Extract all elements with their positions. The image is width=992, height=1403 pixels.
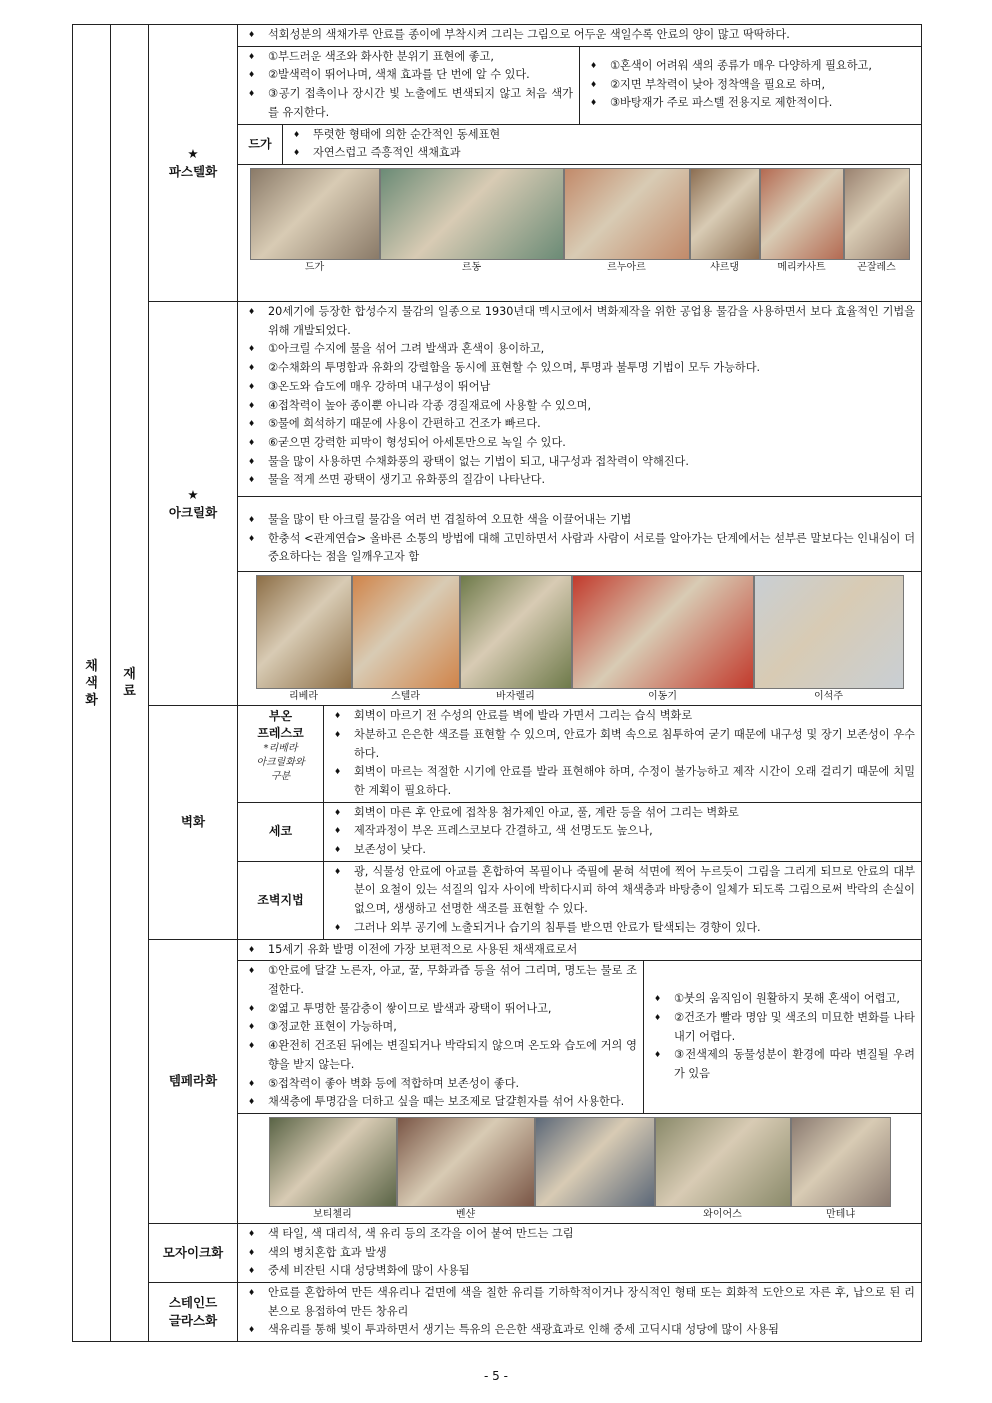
list-item: ♦ ⑥굳으면 강력한 피막이 형성되어 아세톤만으로 녹일 수 있다. [246,434,915,453]
list-item: ♦ ②지면 부착력이 낮아 정착액을 필요로 하며, [588,76,872,95]
pastel-pros-list [238,47,579,124]
painting-thumbnail [256,575,352,703]
list-item: ♦ ①부드러운 색조와 화사한 분위기 표현에 좋고, [246,48,573,67]
painting-image [269,1117,397,1207]
list-item: ♦ ②수채화의 투명함과 유화의 강렬함을 동시에 표현할 수 있으며, 투명과 불투명 기법이 모두 가능하다. [246,359,915,378]
list-item: ♦ 색의 병치혼합 효과 발생 [246,1244,915,1263]
painting-thumbnail [535,1117,655,1221]
section-main-label: 채 색 화 [85,658,98,708]
painting-image [564,168,690,260]
tempera-pros-list [238,961,643,1113]
painting-image [791,1117,891,1207]
tempera-intro: ♦ 15세기 유화 발명 이전에 가장 보편적으로 사용된 채색재료로서 [246,941,915,960]
list-item: ♦ 물을 적게 쓰면 광택이 생기고 유화풍의 질감이 나타난다. [246,471,915,490]
list-item: ♦ 차분하고 은은한 색조를 표현할 수 있으며, 안료가 회벽 속으로 침투하여 굳기 때문에 내구성 및 장기 보존성이 우수하다. [332,726,915,763]
document-page [72,24,921,1366]
pastel-cons-list [580,56,878,114]
painting-image [844,168,910,260]
list-item: ♦ 회벽이 마르기 전 수성의 안료를 벽에 발라 가면서 그리는 습식 벽화로 [332,707,915,726]
list-item: ♦ 한충석 <관계연습> 올바른 소통의 방법에 대해 고민하면서 사람과 사람이 서로를 알아가는 단계에서는 섣부른 말보다는 인내심이 더 중요하다는 점을 일깨우고자 함 [246,530,915,567]
tempera-content [238,939,922,1223]
painting-caption: 메리카사트 [777,261,826,273]
painting-image [572,575,754,689]
painting-image [250,168,380,260]
materials-table [72,24,922,1342]
painting-image [655,1117,791,1207]
painting-caption: 곤잘레스 [857,261,896,273]
list-item: ♦ 보존성이 낮다. [332,841,915,860]
list-item: ♦ 색 타일, 색 대리석, 색 유리 등의 조각을 이어 붙여 만드는 그림 [246,1225,915,1244]
secco-label: 세코 [238,803,324,861]
list-item: ♦ ③온도와 습도에 매우 강하며 내구성이 뛰어남 [246,378,915,397]
painting-image [460,575,572,689]
painting-caption: 보티첼리 [313,1208,352,1220]
list-item: ♦ 자연스럽고 즉흥적인 색채효과 [291,144,915,163]
painting-caption: 샤르댕 [710,261,739,273]
painting-caption: 드가 [304,261,325,273]
painting-caption: 만테냐 [826,1208,855,1220]
painting-thumbnail [760,168,844,274]
mural-content [238,706,922,939]
list-item: ♦ 물을 많이 탄 아크릴 물감을 여러 번 겹칠하여 오묘한 색을 이끌어내는 기법 [246,511,915,530]
pastel-artist-label: 드가 [238,125,283,164]
list-item: ♦ 제작과정이 부온 프레스코보다 간결하고, 색 선명도도 높으나, [332,822,915,841]
list-item: ♦ 뚜렷한 형태에 의한 순간적인 동세표현 [291,126,915,145]
list-item: ♦ 회벽이 마른 후 안료에 접착용 첨가제인 아교, 풀, 계란 등을 섞어 그리는 벽화로 [332,804,915,823]
acrylic-image-row [238,572,921,705]
category-stained-glass: 스테인드 글라스화 [149,1283,238,1342]
relief-points [324,862,921,939]
painting-caption: 르동 [461,261,482,273]
list-item: ♦ ④완전히 건조된 뒤에는 변질되거나 박락되지 않으며 온도와 습도에 거의 영향을 받지 않는다. [246,1037,637,1074]
stained-content [238,1283,922,1342]
pastel-artist-points [283,125,921,164]
section-label-color-painting [73,25,111,1342]
category-mosaic: 모자이크화 [149,1223,238,1282]
painting-image [760,168,844,260]
category-mural: 벽화 [149,706,238,939]
painting-caption: 르누아르 [607,261,646,273]
list-item: ♦ ①붓의 움직임이 원활하지 못해 혼색이 어렵고, [652,990,915,1009]
painting-caption: 이동기 [648,691,677,703]
painting-thumbnail [572,575,754,703]
painting-image [535,1117,655,1207]
painting-caption: 이석주 [814,691,843,703]
list-item: ♦ 광, 식물성 안료에 아교를 혼합하여 목필이나 죽필에 묻혀 석면에 찍어 누르듯이 그림을 그리게 되므로 안료의 대부분이 요철이 있는 석질의 입자 사이에 박히다시피 하여 채색층과 바탕층이 일체가 되도록 그림으로써 박락의 손실이 없으며, 생생하고 선명한 색조를 표현할 수 있다. [332,863,915,919]
painting-thumbnail [655,1117,791,1221]
list-item: ♦ 물을 많이 사용하면 수채화풍의 광택이 없는 기법이 되고, 내구성과 접착력이 약해진다. [246,453,915,472]
painting-thumbnail [250,168,380,274]
list-item: ♦ ②건조가 빨라 명암 및 색조의 미묘한 변화를 나타내기 어렵다. [652,1009,915,1046]
painting-image [397,1117,535,1207]
tempera-image-row [238,1114,921,1223]
fresco-label: 부온 프레스코 [257,709,304,741]
category-acrylic [149,302,238,706]
painting-thumbnail [397,1117,535,1221]
acrylic-content [238,302,922,706]
list-item: ♦ ①안료에 달걀 노른자, 아교, 꿀, 무화과즙 등을 섞어 그리며, 명도는 물로 조절한다. [246,962,637,999]
painting-thumbnail [690,168,760,274]
list-item: ♦ ③정교한 표현이 가능하며, [246,1018,637,1037]
list-item: ♦ ①혼색이 어려워 색의 종류가 매우 다양하게 필요하고, [588,57,872,76]
stained-glass-points [238,1283,921,1341]
acrylic-points [238,302,921,497]
category-name: 아크릴화 [168,504,218,520]
list-item: ♦ ⑤물에 희석하기 때문에 사용이 간편하고 건조가 빠르다. [246,415,915,434]
painting-caption: 스텔라 [391,691,420,703]
list-item: ♦ ②엷고 투명한 물감층이 쌓이므로 발색과 광택이 뛰어나고, [246,1000,637,1019]
list-item: ♦ 회벽이 마르는 적절한 시기에 안료를 발라 표현해야 하며, 수정이 불가능하고 제작 시간이 오래 걸리기 때문에 치밀한 계획이 필요하다. [332,763,915,800]
list-item: ♦ ②발색력이 뛰어나며, 색채 효과를 단 번에 알 수 있다. [246,66,573,85]
painting-image [380,168,564,260]
list-item: ♦ ③공기 접촉이나 장시간 빛 노출에도 변색되지 않고 처음 색가를 유지한다. [246,85,573,122]
list-item: ♦ ④접착력이 높아 종이뿐 아니라 각종 경질재료에 사용할 수 있으며, [246,397,915,416]
list-item: ♦ 색유리를 통해 빛이 투과하면서 생기는 특유의 은은한 색광효과로 인해 중세 고딕시대 성당에 많이 사용됨 [246,1321,915,1340]
pastel-intro: ♦ 석회성분의 색채가루 안료를 종이에 부착시켜 그리는 그림으로 어두운 색일수록 안료의 양이 많고 딱딱하다. [246,26,915,45]
list-item: ♦ 중세 비잔틴 시대 성당벽화에 많이 사용됨 [246,1262,915,1281]
painting-thumbnail [269,1117,397,1221]
section-sub-label: 재 료 [123,667,136,700]
painting-caption [593,1208,596,1221]
painting-caption: 리베라 [289,691,318,703]
pastel-content [238,25,922,302]
list-item: ♦ ①아크릴 수지에 물을 섞어 그려 발색과 혼색이 용이하고, [246,340,915,359]
section-label-material [111,25,149,1342]
painting-image [754,575,904,689]
painting-thumbnail [380,168,564,274]
painting-image [352,575,460,689]
painting-caption: 벤샨 [455,1208,476,1220]
painting-caption: 와이어스 [703,1208,742,1220]
painting-thumbnail [352,575,460,703]
pastel-image-row [238,165,921,276]
painting-thumbnail [791,1117,891,1221]
mosaic-points [238,1224,921,1282]
acrylic-technique-points [238,497,921,572]
list-item: ♦ 채색층에 투명감을 더하고 싶을 때는 보조제로 달걀흰자를 섞어 사용한다. [246,1093,637,1112]
painting-thumbnail [460,575,572,703]
painting-thumbnail [754,575,904,703]
list-item: ♦ ⑤접착력이 좋아 벽화 등에 적합하며 보존성이 좋다. [246,1075,637,1094]
list-item: ♦ ③바탕재가 주로 파스텔 전용지로 제한적이다. [588,94,872,113]
painting-thumbnail [564,168,690,274]
painting-thumbnail [844,168,910,274]
painting-image [690,168,760,260]
list-item: ♦ 20세기에 등장한 합성수지 물감의 일종으로 1930년대 멕시코에서 벽화제작을 위한 공업용 물감을 사용하면서 보다 효율적인 기법을 위해 개발되었다. [246,303,915,340]
category-pastel [149,25,238,302]
painting-caption: 바자렐리 [496,691,535,703]
tempera-cons-list [644,989,921,1085]
category-name: 파스텔화 [168,164,218,179]
mosaic-content [238,1223,922,1282]
list-item: ♦ 그러나 외부 공기에 노출되거나 습기의 침투를 받으면 안료가 탈색되는 경향이 있다. [332,919,915,938]
painting-image [256,575,352,689]
star-icon: ★ [187,146,199,161]
star-icon: ★ [187,486,199,502]
list-item: ♦ 안료를 혼합하여 만든 색유리나 겉면에 색을 칠한 유리를 기하학적이거나 장식적인 형태 또는 회화적 도안으로 자른 후, 납으로 된 리본으로 용접하여 만든 창유리 [246,1284,915,1321]
page-number: - 5 - [484,1369,508,1383]
fresco-points [324,706,921,802]
list-item: ♦ ③전색제의 동물성분이 환경에 따라 변질될 우려가 있음 [652,1046,915,1083]
relief-label: 조벽지법 [238,862,324,939]
secco-points [324,803,921,861]
category-tempera: 템페라화 [149,939,238,1223]
fresco-note: *리베라 아크릴화와 구분 [256,743,305,783]
